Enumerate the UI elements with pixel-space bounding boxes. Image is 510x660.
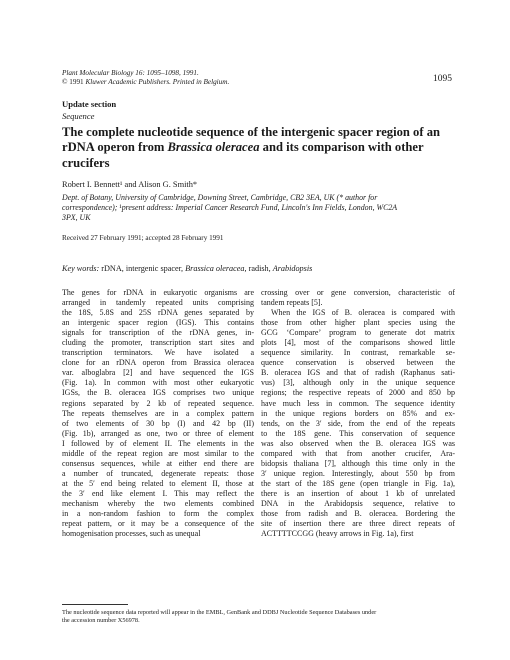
body-line: I followed by of element II. The elements in the [62, 438, 254, 448]
section-type: Sequence [62, 111, 95, 121]
page-number: 1095 [433, 74, 452, 84]
body-line: those from other higher plant species using the [261, 318, 455, 328]
body-line: a number of truncated, degenerate repeats: those [62, 468, 254, 478]
body-line: quence conservation is observed between the [261, 358, 455, 368]
keywords [62, 264, 312, 273]
body-line: (Fig. 1b), arranged as one, two or three of element [62, 428, 254, 438]
affiliation-line2 [62, 203, 454, 213]
affiliation [62, 193, 454, 224]
body-line: in a non-random fashion to form the complex [62, 509, 254, 519]
body-line: transcription terminators. We have isolated a [62, 348, 254, 358]
body-line: cluding the promoter, transcription start sites and [62, 338, 254, 348]
body-line: site of insertion there are three direct repeats of [261, 519, 455, 529]
authors: Robert I. Bennett¹ and Alison G. Smith* [62, 180, 198, 189]
journal-citation-text: Plant Molecular Biology 16: 1095–1098, 1991. [62, 69, 199, 77]
body-line: the start of the 18S gene (open triangle in Fig. 1a), [261, 478, 455, 488]
body-line: was also observed when the B. oleracea IGS was [261, 438, 455, 448]
body-line: in the unique regions borders on 85% and ex- [261, 408, 455, 418]
body-line: the 3′ end like element I. This may reflect the [62, 488, 254, 498]
body-line: homogenisation processes, such as unequal [62, 529, 201, 539]
copyright-prefix: © 1991 [62, 78, 86, 86]
body-line: DNA in the Arabidopsis sequence, relative to [261, 498, 455, 508]
body-line: tandem repeats [5]. [261, 298, 323, 308]
article-title [62, 125, 462, 171]
keywords-mid: , radish, [244, 264, 273, 273]
body-line: tends, on the 3′ side, from the end of the repeats [261, 418, 455, 428]
section-header [62, 98, 116, 122]
body-line: to the 18S gene. This conservation of sequence [261, 428, 455, 438]
body-line: an intergenic spacer region (IGS). This contains [62, 318, 254, 328]
body-line: 3′ unique region. Interestingly, about 550 bp from [261, 468, 455, 478]
footnote-line2: the accession number X56978. [62, 617, 140, 625]
footnote-rule [62, 604, 128, 605]
body-line: (Fig. 1a). In common with most other eukaryotic [62, 378, 254, 388]
body-line: The repeats themselves are in a complex pattern [62, 408, 254, 418]
body-line: the 18S, 5.8S and 25S rDNA genes separated by [62, 308, 254, 318]
body-line: sequence similarity. In contrast, remarkable se- [261, 348, 455, 358]
body-line: var. alboglabra [2] and have sequenced the IGS [62, 368, 254, 378]
body-line: vus) [3], although only in the unique sequence [261, 378, 455, 388]
title-part1: The complete nucleotide sequence of the intergenic spacer region of an rDNA operon from [62, 125, 440, 155]
keywords-label: Key words: [62, 264, 100, 273]
received-dates: Received 27 February 1991; accepted 28 February 1991 [62, 234, 224, 242]
body-column-left [62, 288, 254, 539]
copyright-line [62, 78, 229, 87]
body-line: of two elements of 30 bp (I) and 42 bp (II) [62, 418, 254, 428]
body-line: consensus sequences, while at either end there are [62, 458, 254, 468]
body-line: mechanism whereby the two elements combined [62, 498, 254, 508]
copyright-publisher: Kluwer Academic Publishers. Printed in Belgium. [85, 78, 230, 86]
journal-citation [62, 69, 229, 87]
body-line: compared with that from another crucifer, Ara- [261, 448, 455, 458]
body-line: bidopsis thaliana [7], although this time only in the [261, 458, 455, 468]
body-line: regions; the respective repeats of 2000 and 850 bp [261, 388, 455, 398]
body-line: repeat pattern, or it may be a consequence of the [62, 519, 254, 529]
footnote-line1: The nucleotide sequence data reported will appear in the EMBL, GenBank and DDBJ Nucleotide Sequence Databases under [62, 609, 377, 616]
keyword-term-1: Brassica oleracea [185, 264, 245, 273]
body-line: When the IGS of B. oleracea is compared with [271, 308, 455, 318]
title-part2: and its comparison with other crucifers [62, 140, 424, 170]
body-line: regions separated by 2 kb of repeated sequence. [62, 398, 254, 408]
body-line: IGSs, the B. oleracea IGS comprises two unique [62, 388, 254, 398]
body-line: middle of the repeat region are most similar to the [62, 448, 254, 458]
body-line: GCG ‘Compare’ program to generate dot matrix [261, 328, 455, 338]
affiliation-line3: 3PX, UK [62, 213, 91, 223]
body-line: there is an insertion of about 1 kb of unrelated [261, 488, 455, 498]
body-line: crossing over or gene conversion, characteristic of [261, 288, 455, 297]
section-label: Update section [62, 99, 117, 109]
footnote [62, 609, 454, 626]
keyword-term-2: Arabidopsis [272, 264, 313, 273]
body-line: arranged in tandemly repeated units comprising [62, 298, 254, 308]
affiliation-marker: ¹ [117, 203, 122, 213]
body-column-right [261, 288, 455, 539]
body-line: B. oleracea IGS and that of radish (Raphanus sati- [261, 368, 455, 378]
affiliation-line1: Dept. of Botany, University of Cambridge, Downing Street, Cambridge, CB2 3EA, UK (* author for [62, 193, 378, 202]
body-line: clone for an rDNA operon from Brassica oleracea [62, 358, 254, 368]
body-line: The genes for rDNA in eukaryotic organisms are [62, 288, 254, 297]
body-line: signals for transcription of the rDNA genes, in- [62, 328, 254, 338]
body-line: plots [4], most of the comparisons showed little [261, 338, 455, 348]
keywords-plain: rDNA, intergenic spacer, [99, 264, 186, 273]
body-line: at the 5′ end being related to element II, those at [62, 478, 254, 488]
body-line: ACTTTTCCGG (heavy arrows in Fig. 1a), first [261, 529, 414, 539]
affiliation-line2c: present address: Imperial Cancer Research Fund, Lincoln's Inn Fields, London, WC2A [121, 203, 398, 213]
body-line: those from radish and B. oleracea. Bordering the [261, 509, 455, 519]
body-line: have much less in common. The sequence identity [261, 398, 455, 408]
title-species: Brassica oleracea [167, 140, 260, 155]
affiliation-line2a: correspondence); [62, 203, 118, 213]
